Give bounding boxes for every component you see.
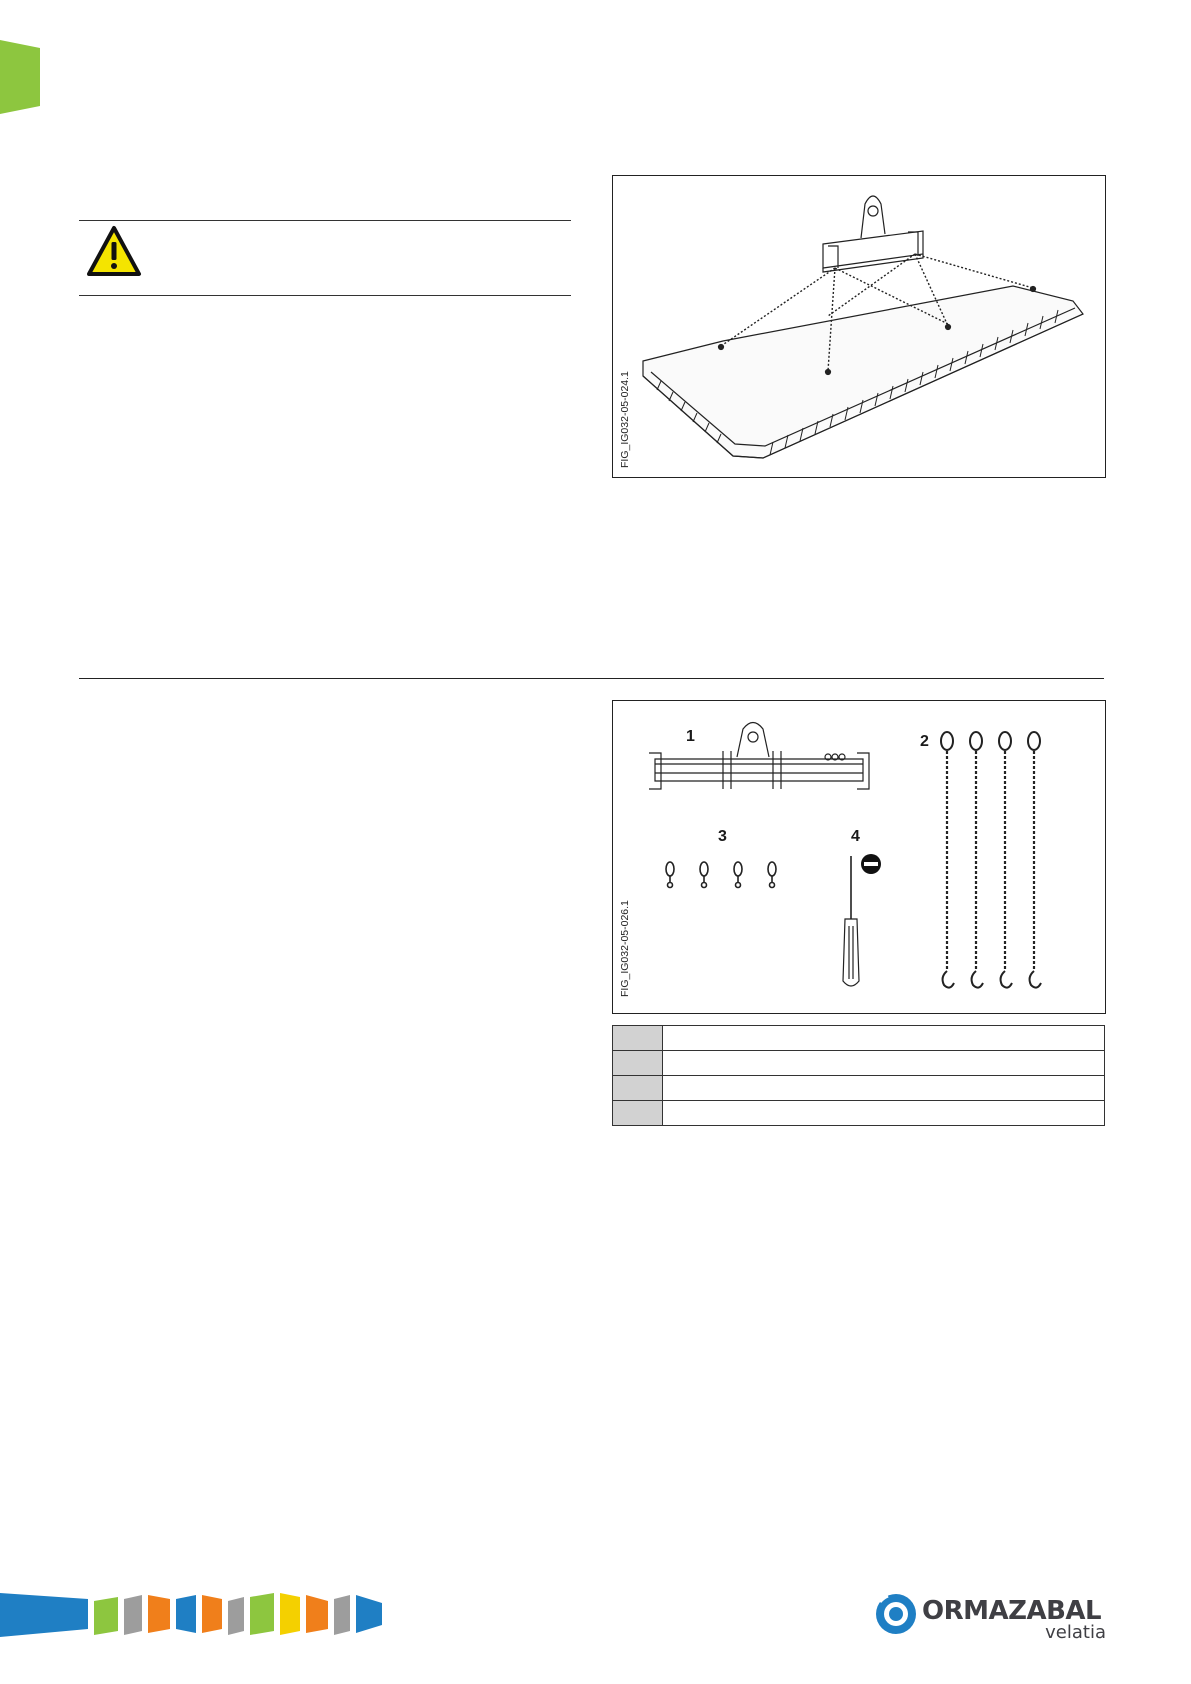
figure-code: FIG_IG032-05-026.1: [619, 900, 631, 997]
kit-legend-table: [612, 1025, 1105, 1126]
footer-color-band: [0, 1585, 390, 1645]
section-divider: [79, 678, 1104, 679]
lifting-figure: [612, 175, 1106, 478]
figure-code: FIG_IG032-05-024.1: [619, 371, 631, 468]
legend-number: [613, 1076, 663, 1101]
kit-figure: [612, 700, 1106, 1014]
warning-triangle-icon: [86, 225, 142, 277]
table-row: [613, 1051, 1105, 1076]
kit-illustration: [613, 701, 1105, 1013]
item-label-4: 4: [851, 828, 860, 845]
legend-number: [613, 1051, 663, 1076]
legend-number: [613, 1101, 663, 1126]
ormazabal-logo-icon: [874, 1592, 918, 1636]
table-row: [613, 1076, 1105, 1101]
brand-name: ORMAZABAL: [922, 1596, 1102, 1626]
item-label-1: 1: [686, 728, 695, 745]
legend-number: [613, 1026, 663, 1051]
legend-description: [663, 1026, 1105, 1051]
warning-bottom-rule: [79, 295, 571, 296]
table-row: [613, 1101, 1105, 1126]
chains: [941, 732, 1041, 988]
item-label-2: 2: [920, 733, 929, 750]
corner-tab: [0, 40, 40, 114]
table-row: [613, 1026, 1105, 1051]
item-label-3: 3: [718, 828, 727, 845]
lifting-illustration: [613, 176, 1105, 477]
legend-description: [663, 1076, 1105, 1101]
brand-subname: velatia: [1045, 1622, 1106, 1643]
warning-top-rule: [79, 220, 571, 221]
legend-description: [663, 1101, 1105, 1126]
legend-description: [663, 1051, 1105, 1076]
brand-logo: [874, 1592, 1106, 1650]
